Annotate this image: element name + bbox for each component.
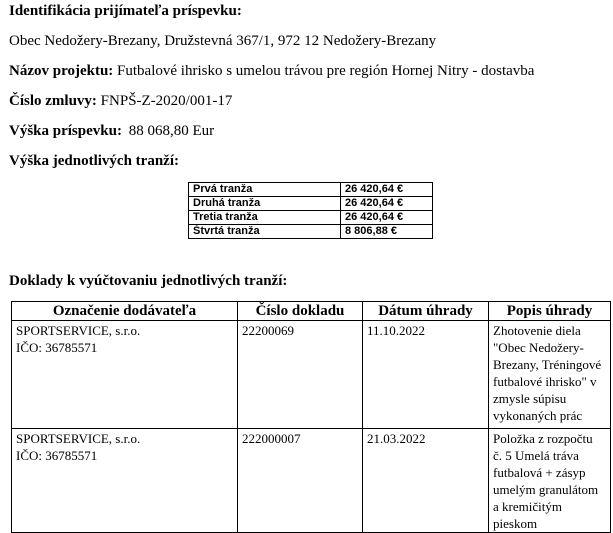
description-cell: Zhotovenie diela "Obec Nedožery-Brezany, Tréningové futbalové ihrisko" v zmysle súpisu vykonaných prác (489, 321, 611, 429)
tranche-name: Tretia tranža (189, 211, 341, 225)
project-line (9, 62, 534, 80)
tranches-table (188, 182, 433, 239)
tranche-row (189, 197, 433, 211)
doc-number-cell: 22200069 (238, 321, 363, 429)
amount-label: Výška príspevku: (9, 123, 122, 139)
documents-table (11, 301, 611, 533)
contract-value: FNPŠ-Z-2020/001-17 (100, 93, 233, 109)
supplier-name: SPORTSERVICE, s.r.o. (16, 323, 141, 338)
supplier-cell (12, 321, 238, 429)
column-header-description: Popis úhrady (489, 302, 611, 321)
column-header-date: Dátum úhrady (363, 302, 489, 321)
tranche-name: Prvá tranža (189, 183, 341, 197)
supplier-ico: IČO: 36785571 (16, 340, 98, 355)
tranche-value: 26 420,64 € (341, 211, 433, 225)
documents-heading: Doklady k vyúčtovaniu jednotlivých tranží: (9, 273, 288, 289)
tranche-row (189, 183, 433, 197)
amount-line (9, 122, 214, 140)
date-cell: 21.03.2022 (363, 429, 489, 533)
doc-number-cell: 222000007 (238, 429, 363, 533)
tranche-name: Štvrtá tranža (189, 225, 341, 239)
project-label: Názov projektu: (9, 63, 114, 79)
column-header-doc-number: Číslo dokladu (238, 302, 363, 321)
table-row (12, 321, 611, 429)
column-header-supplier: Označenie dodávateľa (12, 302, 238, 321)
supplier-ico: IČO: 36785571 (16, 448, 98, 463)
contract-label: Číslo zmluvy: (9, 93, 97, 109)
recipient-heading: Identifikácia prijímateľa príspevku: (9, 3, 242, 19)
tranche-row (189, 211, 433, 225)
supplier-cell (12, 429, 238, 533)
tranche-name: Druhá tranža (189, 197, 341, 211)
amount-value: 88 068,80 Eur (128, 123, 215, 139)
table-row (12, 429, 611, 533)
tranche-value: 8 806,88 € (341, 225, 433, 239)
recipient-name-address: Obec Nedožery-Brezany, Družstevná 367/1, 972 12 Nedožery-Brezany (9, 33, 437, 49)
documents-header-row (12, 302, 611, 321)
tranche-row (189, 225, 433, 239)
tranches-heading: Výška jednotlivých tranží: (9, 153, 179, 169)
date-cell: 11.10.2022 (363, 321, 489, 429)
tranche-value: 26 420,64 € (341, 197, 433, 211)
project-value: Futbalové ihrisko s umelou trávou pre región Hornej Nitry - dostavba (117, 63, 535, 79)
contract-line (9, 92, 232, 110)
tranche-value: 26 420,64 € (341, 183, 433, 197)
supplier-name: SPORTSERVICE, s.r.o. (16, 431, 141, 446)
description-cell: Položka z rozpočtu č. 5 Umelá tráva futbalová + zásyp umelým granulátom a kremičitým pieskom (489, 429, 611, 533)
